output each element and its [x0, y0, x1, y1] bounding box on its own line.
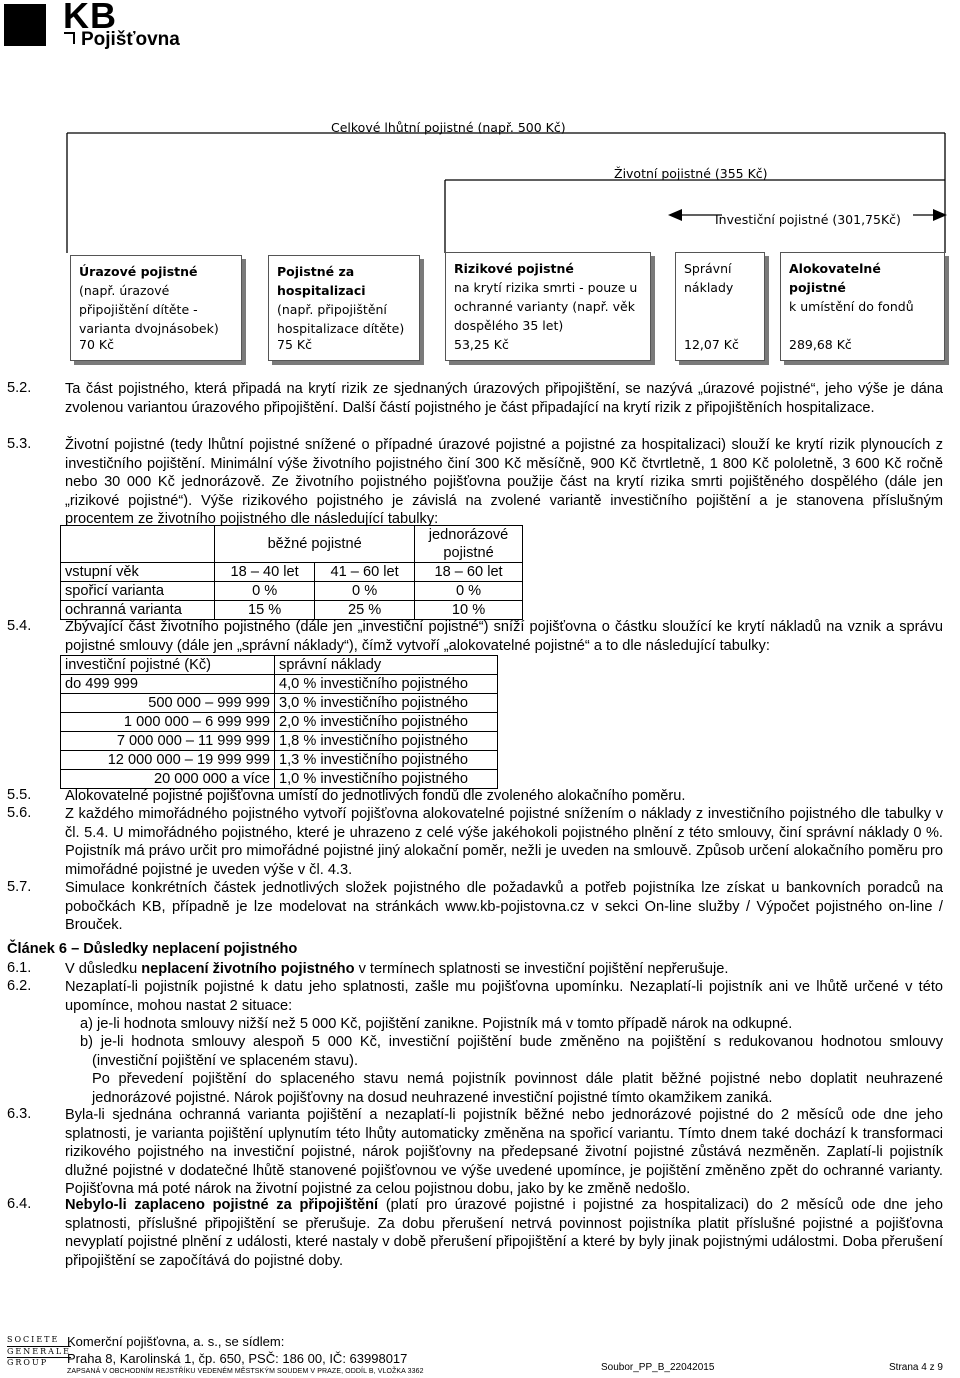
table-cell: 4,0 % investičního pojistného: [275, 675, 498, 694]
article-6-heading: Článek 6 – Důsledky neplacení pojistného: [7, 941, 298, 957]
text-run: v termínech splatnosti se investiční pojištění nepřerušuje.: [354, 961, 729, 977]
box-value: 70 Kč: [79, 337, 114, 352]
table-row: [61, 601, 523, 620]
section-5-7-text: Simulace konkrétních částek jednotlivých složek pojistného dle požadavků a potřeb pojistníka lze získat u bankovních poradců na pobočkách KB, případně je lze modelovat na stránkách www.kb-pojistovna.cz v sekci On-line služby / Výpočet pojistného on-line / Brouček.: [65, 880, 943, 934]
header-single: jednorázové pojistné: [415, 526, 523, 563]
section-5-6-text: Z každého mimořádného pojistného vytvoří pojišťovna alokovatelné pojistné snížením o náklady z investičního pojistného dle tabulky v čl. 5.4. U mimořádného pojistného, které je uhrazeno z celé výše jakéhokoli pojistného plnění z této smlouvy, činí správní náklady 0 %. Pojistník má právo určit pro mimořádné pojistné jiný alokační poměr, nežli je uveden na smlouvě. Způsob určení alokačního poměru pro mimořádné pojistné je uveden výše v čl. 4.3.: [65, 806, 943, 878]
table-row: [61, 563, 523, 582]
table-row: [61, 751, 498, 770]
box-body: (např. úrazové připojištění dítěte - varianta dvojnásobek): [79, 283, 219, 336]
table-cell: vstupní věk: [61, 563, 215, 582]
table-cell: spořicí varianta: [61, 582, 215, 601]
section-6-2-a: a) je-li hodnota smlouvy nižší než 5 000 Kč, pojištění zanikne. Pojistník má v tomto případě nárok na odkupné.: [80, 1016, 793, 1032]
box-title: Správní náklady: [684, 261, 734, 295]
box-body: (např. připojištění hospitalizace dítěte): [277, 302, 405, 336]
section-number: 6.4.: [7, 1196, 32, 1212]
text-run-bold: Nebylo-li zaplaceno pojistné za připojištění: [65, 1197, 379, 1213]
section-5-2-text: Ta část pojistného, která připadá na krytí rizik ze sjednaných úrazových připojištění, se nazývá „úrazové pojistné“, jeho výše je dána zvolenou variantou úrazového připojištění. Další částí pojistného je část připadající na krytí rizik z připojištěních hospitalizace.: [65, 381, 943, 416]
text-run: (platí pro úrazové pojistné i pojistné za hospitalizaci) do 2 měsíců ode dne jeho splatnosti, příslušné připojištění se přerušuje. Za dobu přerušení netrvá povinnost pojistníka platit příslušné pojistné a pojišťovna nevyplatí pojistné plnění z události, které nastaly v době přerušení připojištění a které by byly jinak pojistnými událostmi. Doba přerušení připojištění se započítává do pojistné doby.: [65, 1197, 943, 1269]
section-6-2-c: Po převedení pojištění do splaceného stavu nemá pojistník povinnost dále platit běžné pojistné nebo doplatit neuhrazené jednorázové pojistné. Nárok pojišťovny na dosud neuhrazené investiční pojistné tímto okamžikem zaniká.: [92, 1071, 943, 1106]
table-cell: 0 %: [315, 582, 415, 601]
table-cell: 15 %: [215, 601, 315, 620]
section-6-3-text: Byla-li sjednána ochranná varianta pojištění a nezaplatí-li pojistník běžné nebo jednorázové pojistné do 2 měsíců ode dne jeho splatnosti, je varianta pojištění uplynutím této lhůty automaticky změněna na spořicí variantu. Tímto dnem také dochází k transformaci rizikového pojistného na investiční pojistné, nárok pojišťovny na předepsané životní pojistné zůstává nezměněn. Zaplatí-li pojistník dlužné pojistné v dodatečné lhůtě stanovené pojišťovnou ve výše uvedené upomínce, je pojištění změněno zpět do ochranné varianty. Pojišťovna má poté nárok na životní pojistné za celou pojistnou dobu, jako by ke změně nedošlo.: [65, 1107, 943, 1198]
section-5-3-text: Životní pojistné (tedy lhůtní pojistné snížené o případné úrazové pojistné a pojistné za hospitalizaci) slouží ke krytí rizik plynoucích z investičního pojištění. Minimální výše životního pojistného činí 300 Kč měsíčně, 900 Kč čtvrtletně, 1 800 Kč pololetně, 3 600 Kč ročně nebo 30 000 Kč jednorázově. Ze životního pojistného pojišťovna použije část na krytí rizika smrti pojištěného dospělého (dále jen „rizikové pojistné“). Výše rizikového pojistného je závislá na zvolené variantě investičního pojištění a je stanovena příslušným procentem ze životního pojistného dle následující tabulky:: [65, 437, 943, 528]
table-cell: 20 000 000 a více: [61, 770, 275, 789]
logo-line: SOCIETE: [7, 1335, 60, 1344]
header-regular: běžné pojistné: [215, 526, 415, 563]
section-number: 5.6.: [7, 805, 32, 821]
table-cell: 0 %: [215, 582, 315, 601]
section-number: 6.1.: [7, 960, 32, 976]
box-value: 75 Kč: [277, 337, 312, 352]
section-6-2-b: b) je-li hodnota smlouvy alespoň 5 000 Kč, investiční pojištění bude změněno na pojištění s redukovanou hodnotou smlouvy (investiční pojištění ve splaceném stavu).: [80, 1034, 943, 1069]
life-premium-label: Životní pojistné (355 Kč): [614, 166, 768, 181]
section-6-2-text: Nezaplatí-li pojistník pojistné k datu jeho splatnosti, zašle mu pojišťovna upomínku. Nezaplatí-li pojistník ani ve lhůtě určené v této upomínce, mohou nastat 2 situace:: [65, 979, 943, 1014]
table-cell: 25 %: [315, 601, 415, 620]
footer-file: Soubor_PP_B_22042015: [601, 1362, 715, 1373]
table-cell: do 499 999: [61, 675, 275, 694]
logo-subtitle-text: Pojišťovna: [81, 29, 180, 50]
table-cell: 1,0 % investičního pojistného: [275, 770, 498, 789]
hospitalization-premium-box: [268, 255, 420, 361]
section-number: 5.2.: [7, 380, 32, 396]
section-6-1-text: [65, 960, 943, 979]
admin-costs-box: [675, 252, 765, 361]
table-row: [61, 582, 523, 601]
text-run-bold: neplacení životního pojistného: [141, 961, 355, 977]
section-5-5-text: Alokovatelné pojistné pojišťovna umístí do jednotlivých fondů dle zvoleného alokačního poměru.: [65, 788, 686, 804]
logo-brand: KB: [63, 0, 117, 36]
table-cell: 3,0 % investičního pojistného: [275, 694, 498, 713]
box-title: Úrazové pojistné: [79, 264, 198, 279]
section-number: 5.4.: [7, 618, 32, 634]
footer-address: Praha 8, Karolinská 1, čp. 650, PSČ: 186 00, IČ: 63998017: [67, 1351, 408, 1366]
table-row: [61, 713, 498, 732]
header-investment: investiční pojistné (Kč): [61, 656, 275, 675]
text-run: V důsledku: [65, 961, 142, 977]
admin-costs-table: [60, 655, 498, 789]
box-value: 53,25 Kč: [454, 337, 509, 352]
box-value: 12,07 Kč: [684, 337, 739, 352]
logo-line: GROUP: [7, 1358, 49, 1367]
box-body: na krytí rizika smrti - pouze u ochranné varianty (např. věk dospělého 35 let): [454, 280, 638, 333]
risk-premium-box: [445, 252, 651, 361]
footer-registry: ZAPSANÁ V OBCHODNÍM REJSTŘÍKU VEDENÉM MĚSTSKÝM SOUDEM V PRAZE, ODDÍL B, VLOŽKA 3362: [67, 1368, 424, 1375]
section-number: 5.7.: [7, 879, 32, 895]
section-number: 6.2.: [7, 978, 32, 994]
investment-premium-label: Investiční pojistné (301,75Kč): [715, 212, 901, 227]
section-number: 5.5.: [7, 787, 32, 803]
societe-generale-logo: [7, 1335, 71, 1369]
table-row: [61, 675, 498, 694]
box-title: Rizikové pojistné: [454, 261, 574, 276]
table-row: [61, 770, 498, 789]
table-cell: 18 – 40 let: [215, 563, 315, 582]
header-admin: správní náklady: [275, 656, 498, 675]
table-cell: 41 – 60 let: [315, 563, 415, 582]
table-cell: 1 000 000 – 6 999 999: [61, 713, 275, 732]
box-value: 289,68 Kč: [789, 337, 852, 352]
box-title: Alokovatelné pojistné: [789, 261, 881, 295]
logo-line: GENERALE: [7, 1346, 71, 1359]
allocatable-premium-box: [780, 252, 945, 361]
box-title: Pojistné za hospitalizaci: [277, 264, 366, 298]
table-cell: 0 %: [415, 582, 523, 601]
footer-company: Komerční pojišťovna, a. s., se sídlem:: [67, 1334, 285, 1349]
section-number: 5.3.: [7, 436, 32, 452]
table-row: [61, 694, 498, 713]
risk-premium-table: [60, 525, 523, 620]
box-body: k umístění do fondů: [789, 299, 914, 314]
section-5-4-text: Zbývající část životního pojistného (dále jen „investiční pojistné“) sníží pojišťovna o částku sloužící ke krytí nákladů na vznik a správu pojistné smlouvy (dále jen „správní náklady“), čímž vytvoří „alokovatelné pojistné“ a to dle následující tabulky:: [65, 619, 943, 654]
footer-page: Strana 4 z 9: [889, 1362, 943, 1373]
table-cell: 2,0 % investičního pojistného: [275, 713, 498, 732]
table-cell: 18 – 60 let: [415, 563, 523, 582]
table-cell: 10 %: [415, 601, 523, 620]
table-cell: 1,3 % investičního pojistného: [275, 751, 498, 770]
table-cell: 7 000 000 – 11 999 999: [61, 732, 275, 751]
total-premium-label: Celkové lhůtní pojistné (např. 500 Kč): [331, 120, 566, 135]
table-cell: ochranná varianta: [61, 601, 215, 620]
table-cell: 12 000 000 – 19 999 999: [61, 751, 275, 770]
table-cell: 500 000 – 999 999: [61, 694, 275, 713]
table-row: [61, 732, 498, 751]
section-6-4-text: [65, 1196, 943, 1270]
section-number: 6.3.: [7, 1106, 32, 1122]
accident-premium-box: [70, 255, 242, 361]
table-cell: 1,8 % investičního pojistného: [275, 732, 498, 751]
